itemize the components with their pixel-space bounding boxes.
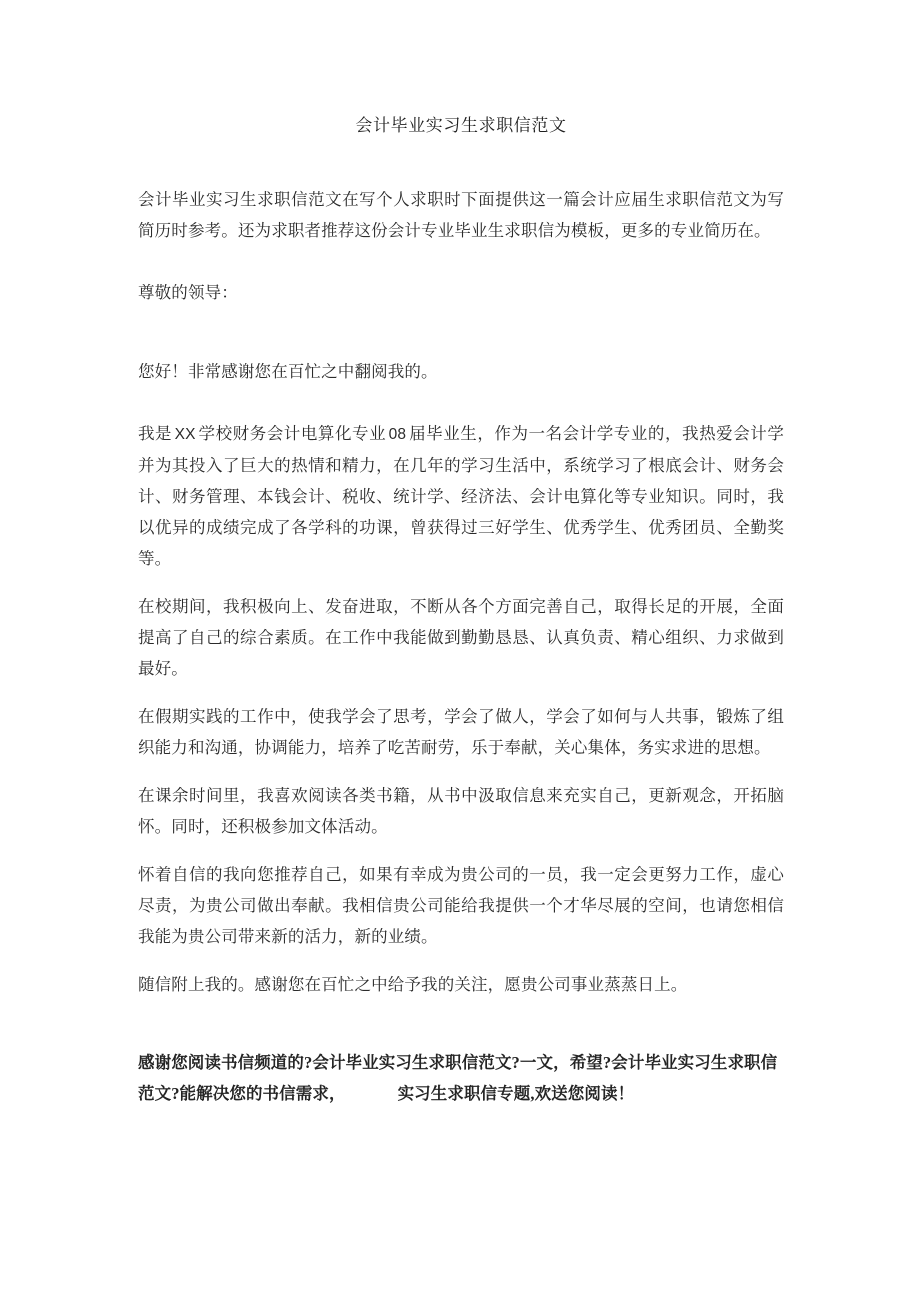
footer-text-part1: 感谢您阅读书信频道的?会计毕业实习生求职信范文?一文，希望?会计毕业实习生求职信范文?能解决您的书信需求，: [138, 1053, 778, 1103]
paragraph-school-period: 在校期间，我积极向上、发奋进取，不断从各个方面完善自己，取得长足的开展，全面提高了自己的综合素质。在工作中我能做到勤勤恳恳、认真负责、精心组织、力求做到最好。: [138, 597, 784, 678]
title-spacer: [138, 141, 784, 184]
greeting-spacer: [138, 404, 784, 418]
paragraph-practice: 在假期实践的工作中，使我学会了思考，学会了做人，学会了如何与人共事，锻炼了组织能力和沟通，协调能力，培养了吃苦耐劳，乐于奉献，关心集体，务实求进的思想。: [138, 707, 784, 757]
paragraph-recommendation: 怀着自信的我向您推荐自己，如果有幸成为贵公司的一员，我一定会更努力工作，虚心尽责，为贵公司做出奉献。我相信贵公司能给我提供一个才华尽展的空间，也请您相信我能为贵公司带来新的活力，新的业绩。: [138, 865, 784, 946]
background-school-placeholder: XX: [174, 426, 196, 443]
footer-spacer: [138, 1017, 784, 1047]
footer-note: [138, 1047, 784, 1109]
salutation: 尊敬的领导：: [138, 283, 238, 302]
paragraph-greeting: 您好！非常感谢您在百忙之中翻阅我的。: [138, 362, 438, 381]
paragraph-spare-time: 在课余时间里，我喜欢阅读各类书籍，从书中汲取信息来充实自己，更新观念，开拓脑怀。同时，还积极参加文体活动。: [138, 786, 784, 836]
paragraph-intro: 会计毕业实习生求职信范文在写个人求职时下面提供这一篇会计应届生求职信范文为写简历时参考。还为求职者推荐这份会计专业毕业生求职信为模板，更多的专业简历在。: [138, 190, 784, 240]
paragraph-closing: 随信附上我的。感谢您在百忙之中给予我的关注，愿贵公司事业蒸蒸日上。: [138, 975, 688, 994]
background-text-part1: 我是: [138, 424, 173, 443]
intro-spacer: [138, 263, 784, 277]
salutation-spacer: [138, 308, 784, 356]
paragraph-background: [138, 418, 784, 574]
background-graduation-year: 08: [388, 426, 407, 443]
document-content: [138, 0, 784, 1126]
background-text-part2: 学校财务会计电算化专业: [198, 424, 387, 443]
footer-text-part2: 实习生求职信专题,欢送您阅读！: [397, 1084, 635, 1103]
page-title: 会计毕业实习生求职信范文: [355, 116, 567, 135]
background-text-part3: 届毕业生，作为一名会计学专业的，我热爱会计学并为其投入了巨大的热情和精力，在几年的学习生活中，系统学习了根底会计、财务会计、财务管理、本钱会计、税收、统计学、经济法、会计电算化等专业知识。同时，我以优异的成绩完成了各学科的功课，曾获得过三好学生、优秀学生、优秀团员、全勤奖等。: [138, 424, 784, 568]
